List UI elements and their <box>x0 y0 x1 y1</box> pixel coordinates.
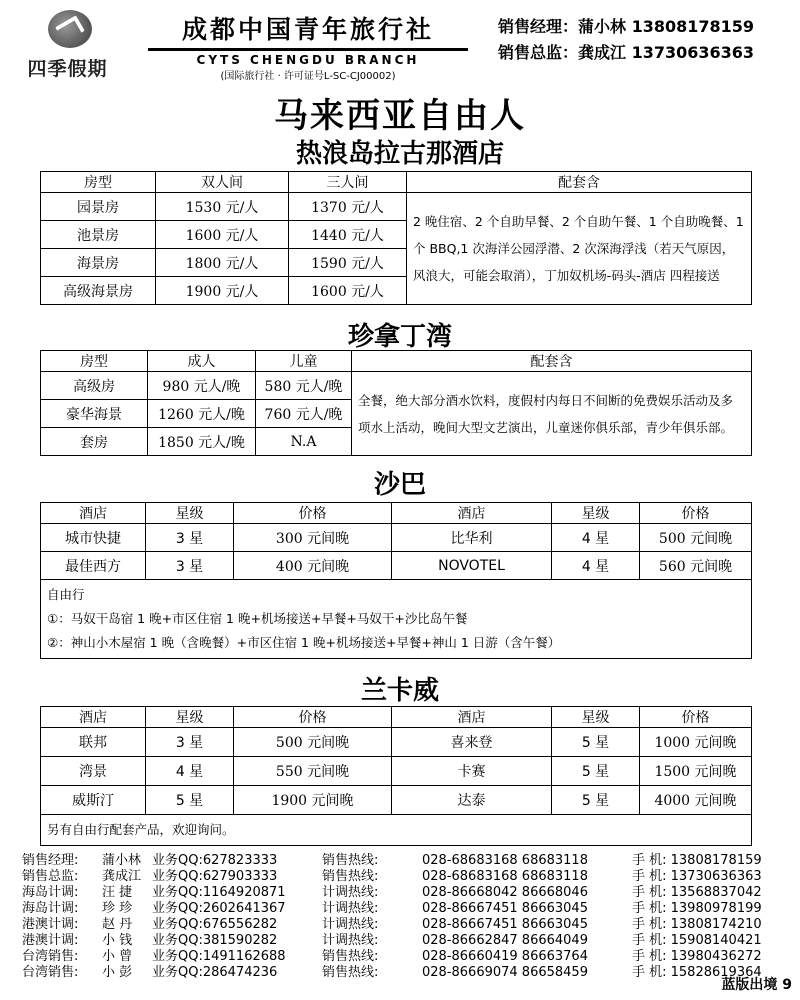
section-title-3: 沙巴 <box>373 470 426 500</box>
contact-name: 赵 丹 <box>102 917 133 932</box>
hotel-stars: 5 星 <box>552 728 640 757</box>
hotel-price: 500 元间晚 <box>234 728 392 757</box>
hotel-price: 500 元间晚 <box>640 524 752 552</box>
contact-role: 台湾销售: <box>22 949 79 964</box>
price-adult: 1850 元人/晚 <box>148 428 256 456</box>
hotel-name: NOVOTEL <box>392 552 552 580</box>
contact-qq: 业务QQ:381590282 <box>152 933 278 948</box>
room-type: 豪华海景 <box>41 400 148 428</box>
contact-qq: 业务QQ:676556282 <box>152 917 278 932</box>
contact-hotline-label: 计调热线: <box>322 933 379 948</box>
price-adult: 1260 元人/晚 <box>148 400 256 428</box>
hotel-name: 比华利 <box>392 524 552 552</box>
contact-row <box>22 933 782 949</box>
contact-row <box>22 965 782 981</box>
header <box>0 0 800 85</box>
company-name-en: CYTS CHENGDU BRANCH <box>196 53 420 67</box>
hotel-price: 4000 元间晚 <box>640 786 752 815</box>
contact-qq: 业务QQ:627823333 <box>152 853 278 868</box>
contact-name: 龚成江 <box>102 869 142 884</box>
contact-qq: 业务QQ:1491162688 <box>152 949 286 964</box>
logo <box>10 6 125 80</box>
contact-hotline: 028-68683168 68683118 <box>422 869 588 884</box>
hotel-price: 1000 元间晚 <box>640 728 752 757</box>
table-section-4 <box>40 706 752 846</box>
note-line: ①：马奴干岛宿 1 晚+市区住宿 1 晚+机场接送+早餐+马奴干+沙比岛午餐 <box>47 611 468 626</box>
contact-name: 小 彭 <box>102 965 133 980</box>
logo-text: 四季假期 <box>27 58 108 80</box>
room-type: 高级海景房 <box>41 277 156 305</box>
hotel-name: 最佳西方 <box>41 552 146 580</box>
contact-hotline: 028-86669074 86658459 <box>422 965 588 980</box>
table-section-2 <box>40 350 752 456</box>
contact-role: 销售经理: <box>22 853 79 868</box>
price-double: 1800 元/人 <box>156 249 289 277</box>
contact-hotline-label: 销售热线: <box>322 869 379 884</box>
table-header: 酒店 <box>392 707 552 728</box>
table-header: 儿童 <box>256 351 352 372</box>
hotel-price: 1500 元间晚 <box>640 757 752 786</box>
table-header: 星级 <box>146 503 234 524</box>
hotel-price: 560 元间晚 <box>640 552 752 580</box>
contact-name: 小 曾 <box>102 949 133 964</box>
contact-name: 汪 捷 <box>102 885 133 900</box>
section-title-2: 珍拿丁湾 <box>347 322 452 352</box>
price-child: 760 元人/晚 <box>256 400 352 428</box>
sales-manager: 销售经理：蒲小林 13808178159 <box>498 17 755 36</box>
notes-cell <box>41 580 752 659</box>
price-triple: 1440 元/人 <box>289 221 407 249</box>
contact-mobile: 手 机: 13808174210 <box>632 917 762 932</box>
contact-hotline: 028-86660419 86663764 <box>422 949 588 964</box>
note-line: ②：神山小木屋宿 1 晚（含晚餐）+市区住宿 1 晚+机场接送+早餐+神山 1 日游（含午餐） <box>47 635 561 650</box>
price-triple: 1370 元/人 <box>289 193 407 221</box>
table-header: 价格 <box>234 503 392 524</box>
hotel-name: 喜来登 <box>392 728 552 757</box>
contact-mobile: 手 机: 13568837042 <box>632 885 762 900</box>
price-child: 580 元人/晚 <box>256 372 352 400</box>
page-number: 蓝版出境 9 <box>721 977 792 993</box>
company-block <box>138 10 478 82</box>
hotel-name: 联邦 <box>41 728 146 757</box>
hotel-stars: 4 星 <box>552 552 640 580</box>
contact-mobile: 手 机: 15908140421 <box>632 933 762 948</box>
package-description: 2 晚住宿、2 个自助早餐、2 个自助午餐、1 个自助晚餐、1 个 BBQ,1 次海洋公园浮潜、2 次深海浮浅（若天气原因，风浪大，可能会取消），丁加奴机场-码头-酒店 四程接送 <box>407 193 752 305</box>
table-header: 星级 <box>552 707 640 728</box>
contact-name: 小 钱 <box>102 933 133 948</box>
contact-qq: 业务QQ:627903333 <box>152 869 278 884</box>
contact-name: 蒲小林 <box>102 853 142 868</box>
hotel-name: 卡赛 <box>392 757 552 786</box>
company-name-cn: 成都中国青年旅行社 <box>181 15 434 44</box>
hotel-name: 城市快捷 <box>41 524 146 552</box>
contact-hotline: 028-86668042 86668046 <box>422 885 588 900</box>
price-triple: 1590 元/人 <box>289 249 407 277</box>
table-header: 房型 <box>41 351 148 372</box>
hotel-stars: 3 星 <box>146 728 234 757</box>
contact-mobile: 手 机: 13808178159 <box>632 853 762 868</box>
note-line: 另有自由行配套产品，欢迎询问。 <box>41 815 752 846</box>
hotel-stars: 4 星 <box>552 524 640 552</box>
hotel-price: 400 元间晚 <box>234 552 392 580</box>
contact-hotline-label: 销售热线: <box>322 949 379 964</box>
room-type: 套房 <box>41 428 148 456</box>
contact-hotline-label: 销售热线: <box>322 965 379 980</box>
price-double: 1530 元/人 <box>156 193 289 221</box>
table-section-1 <box>40 171 752 305</box>
contact-hotline-label: 计调热线: <box>322 901 379 916</box>
contact-row <box>22 917 782 933</box>
contact-hotline: 028-86667451 86663045 <box>422 901 588 916</box>
table-header: 酒店 <box>392 503 552 524</box>
price-child: N.A <box>256 428 352 456</box>
contact-role: 港澳计调: <box>22 933 79 948</box>
contact-row <box>22 869 782 885</box>
package-description: 全餐，绝大部分酒水饮料，度假村内每日不间断的免费娱乐活动及多项水上活动，晚间大型文艺演出，儿童迷你俱乐部，青少年俱乐部。 <box>352 372 752 456</box>
table-header: 价格 <box>640 707 752 728</box>
contact-mobile: 手 机: 15828619364 <box>632 965 762 980</box>
table-header: 双人间 <box>156 172 289 193</box>
contact-hotline-label: 销售热线: <box>322 853 379 868</box>
price-adult: 980 元人/晚 <box>148 372 256 400</box>
managers-block <box>498 14 798 66</box>
contact-hotline: 028-86662847 86664049 <box>422 933 588 948</box>
contact-name: 珍 珍 <box>102 901 133 916</box>
hotel-name: 湾景 <box>41 757 146 786</box>
table-header: 配套含 <box>352 351 752 372</box>
table-header: 酒店 <box>41 503 146 524</box>
note-line: 自由行 <box>47 587 85 602</box>
room-type: 园景房 <box>41 193 156 221</box>
contact-hotline-label: 计调热线: <box>322 885 379 900</box>
price-double: 1600 元/人 <box>156 221 289 249</box>
hotel-stars: 5 星 <box>552 786 640 815</box>
contact-qq: 业务QQ:1164920871 <box>152 885 286 900</box>
table-header: 配套含 <box>407 172 752 193</box>
section-title-4: 兰卡威 <box>360 676 439 706</box>
table-header: 星级 <box>146 707 234 728</box>
table-header: 成人 <box>148 351 256 372</box>
contact-row <box>22 901 782 917</box>
table-header: 价格 <box>640 503 752 524</box>
room-type: 高级房 <box>41 372 148 400</box>
table-section-3 <box>40 502 752 659</box>
hotel-name: 达泰 <box>392 786 552 815</box>
table-header: 房型 <box>41 172 156 193</box>
logo-icon <box>48 10 92 48</box>
hotel-price: 300 元间晚 <box>234 524 392 552</box>
contact-row <box>22 885 782 901</box>
contacts-list <box>22 853 782 981</box>
room-type: 海景房 <box>41 249 156 277</box>
contact-mobile: 手 机: 13730636363 <box>632 869 762 884</box>
contact-qq: 业务QQ:2602641367 <box>152 901 286 916</box>
hotel-price: 550 元间晚 <box>234 757 392 786</box>
license-text: (国际旅行社 · 许可证号L-SC-CJ00002) <box>220 71 396 82</box>
contact-role: 海岛计调: <box>22 901 79 916</box>
price-triple: 1600 元/人 <box>289 277 407 305</box>
contact-hotline: 028-86667451 86663045 <box>422 917 588 932</box>
table-header: 价格 <box>234 707 392 728</box>
section-title-1: 热浪岛拉古那酒店 <box>295 139 504 169</box>
contact-role: 港澳计调: <box>22 917 79 932</box>
table-header: 酒店 <box>41 707 146 728</box>
page-title: 马来西亚自由人 <box>274 96 526 136</box>
hotel-stars: 3 星 <box>146 552 234 580</box>
contact-hotline: 028-68683168 68683118 <box>422 853 588 868</box>
contact-mobile: 手 机: 13980978199 <box>632 901 762 916</box>
contact-hotline-label: 计调热线: <box>322 917 379 932</box>
hotel-stars: 5 星 <box>146 786 234 815</box>
hotel-stars: 5 星 <box>552 757 640 786</box>
table-header: 三人间 <box>289 172 407 193</box>
contact-row <box>22 853 782 869</box>
contact-mobile: 手 机: 13980436272 <box>632 949 762 964</box>
hotel-stars: 3 星 <box>146 524 234 552</box>
hotel-name: 威斯汀 <box>41 786 146 815</box>
price-double: 1900 元/人 <box>156 277 289 305</box>
contact-role: 销售总监: <box>22 869 79 884</box>
contact-role: 海岛计调: <box>22 885 79 900</box>
table-header: 星级 <box>552 503 640 524</box>
contact-qq: 业务QQ:286474236 <box>152 965 278 980</box>
divider <box>148 48 468 51</box>
hotel-stars: 4 星 <box>146 757 234 786</box>
contact-role: 台湾销售: <box>22 965 79 980</box>
hotel-price: 1900 元间晚 <box>234 786 392 815</box>
sales-director: 销售总监：龚成江 13730636363 <box>498 43 755 62</box>
room-type: 池景房 <box>41 221 156 249</box>
contact-row <box>22 949 782 965</box>
